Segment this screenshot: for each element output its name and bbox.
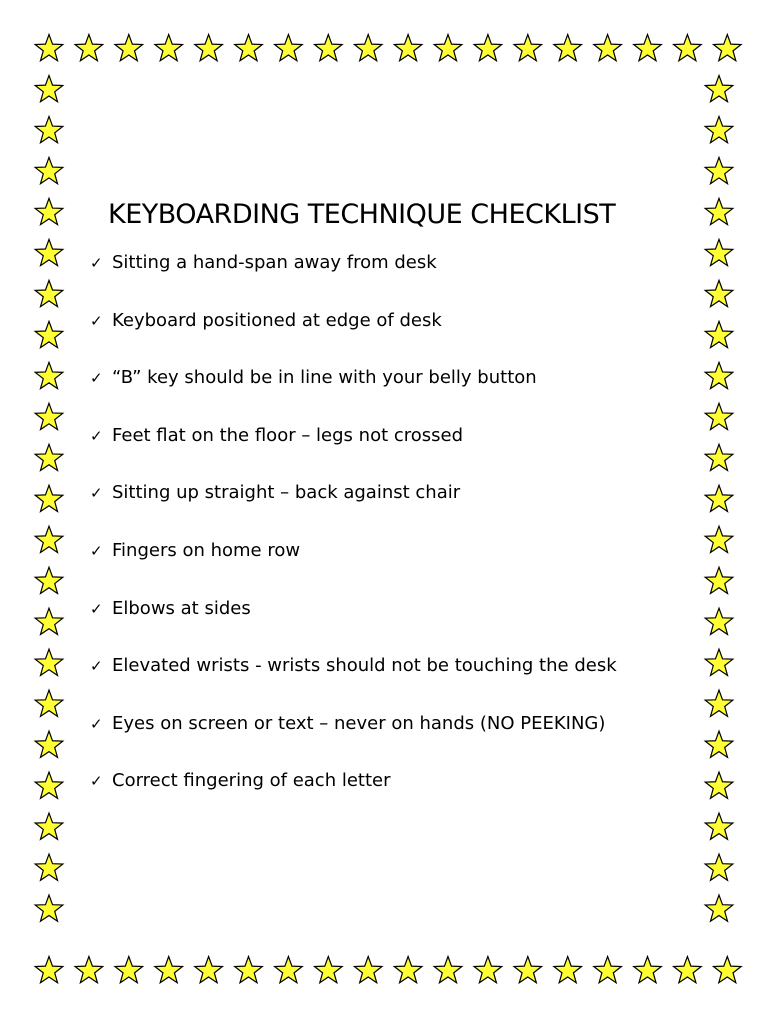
star-icon xyxy=(705,362,733,388)
star-icon xyxy=(35,75,63,101)
check-mark-icon: ✓ xyxy=(90,714,103,733)
star-icon xyxy=(35,813,63,839)
star-icon xyxy=(35,854,63,880)
star-icon xyxy=(195,35,223,61)
star-icon xyxy=(554,957,582,983)
checklist-item-text: Elevated wrists - wrists should not be touching the desk xyxy=(112,655,617,677)
star-icon xyxy=(235,35,263,61)
check-mark-icon: ✓ xyxy=(90,254,103,272)
checklist xyxy=(80,251,680,827)
star-icon xyxy=(315,35,343,61)
star-icon xyxy=(705,75,733,101)
star-icon xyxy=(35,567,63,593)
check-mark-icon: ✓ xyxy=(90,426,103,445)
star-icon xyxy=(35,116,63,142)
star-icon xyxy=(315,957,343,983)
star-icon xyxy=(705,895,733,921)
star-icon xyxy=(35,772,63,798)
star-icon xyxy=(705,444,733,470)
star-icon xyxy=(115,35,143,61)
checklist-item xyxy=(80,769,680,827)
star-icon xyxy=(35,280,63,306)
star-icon xyxy=(35,957,63,983)
star-icon xyxy=(705,280,733,306)
page-title: KEYBOARDING TECHNIQUE CHECKLIST xyxy=(108,199,616,230)
star-icon xyxy=(35,444,63,470)
checklist-item-text: Sitting up straight – back against chair xyxy=(112,482,461,504)
star-icon xyxy=(195,957,223,983)
star-icon xyxy=(705,731,733,757)
star-icon xyxy=(35,895,63,921)
star-icon xyxy=(35,239,63,265)
star-icon xyxy=(705,772,733,798)
checklist-item xyxy=(80,539,680,597)
star-icon xyxy=(394,35,422,61)
star-icon xyxy=(275,957,303,983)
star-icon xyxy=(35,690,63,716)
star-icon xyxy=(155,35,183,61)
star-icon xyxy=(705,239,733,265)
check-mark-icon: ✓ xyxy=(90,772,103,791)
star-icon xyxy=(705,649,733,675)
star-icon xyxy=(35,608,63,634)
star-icon xyxy=(35,362,63,388)
star-icon xyxy=(394,957,422,983)
star-icon xyxy=(714,35,742,61)
star-icon xyxy=(705,116,733,142)
check-mark-icon: ✓ xyxy=(90,599,103,618)
star-icon xyxy=(75,35,103,61)
checklist-item xyxy=(80,309,680,367)
star-icon xyxy=(354,35,382,61)
star-icon xyxy=(275,35,303,61)
star-icon xyxy=(35,731,63,757)
star-icon xyxy=(474,35,502,61)
checklist-item xyxy=(80,251,680,309)
checklist-item-text: “B” key should be in line with your belly button xyxy=(112,367,537,389)
star-icon xyxy=(634,35,662,61)
checklist-item xyxy=(80,424,680,482)
checklist-item xyxy=(80,366,680,424)
star-icon xyxy=(674,35,702,61)
star-icon xyxy=(35,157,63,183)
star-icon xyxy=(35,403,63,429)
checklist-item-text: Fingers on home row xyxy=(112,539,301,561)
star-icon xyxy=(705,157,733,183)
star-icon xyxy=(634,957,662,983)
check-mark-icon: ✓ xyxy=(90,369,103,388)
star-icon xyxy=(705,567,733,593)
checklist-content xyxy=(80,195,680,827)
star-icon xyxy=(434,957,462,983)
star-icon xyxy=(705,690,733,716)
star-icon xyxy=(705,526,733,552)
star-icon xyxy=(35,526,63,552)
star-icon xyxy=(714,957,742,983)
checklist-item-text: Elbows at sides xyxy=(112,597,251,619)
star-icon xyxy=(474,957,502,983)
checklist-item-text: Sitting a hand-span away from desk xyxy=(112,252,437,273)
star-icon xyxy=(35,198,63,224)
star-icon xyxy=(705,321,733,347)
star-icon xyxy=(705,198,733,224)
star-icon xyxy=(434,35,462,61)
checklist-item-text: Correct fingering of each letter xyxy=(112,770,391,792)
checklist-item-text: Feet flat on the floor – legs not crossed xyxy=(112,424,464,446)
star-icon xyxy=(235,957,263,983)
star-icon xyxy=(354,957,382,983)
star-icon xyxy=(594,35,622,61)
star-icon xyxy=(705,608,733,634)
check-mark-icon: ✓ xyxy=(90,311,103,330)
star-icon xyxy=(674,957,702,983)
star-icon xyxy=(75,957,103,983)
check-mark-icon: ✓ xyxy=(90,484,103,503)
star-icon xyxy=(35,649,63,675)
check-mark-icon: ✓ xyxy=(90,657,103,676)
star-icon xyxy=(705,813,733,839)
star-icon xyxy=(155,957,183,983)
checklist-item xyxy=(80,597,680,655)
star-icon xyxy=(514,35,542,61)
star-icon xyxy=(35,35,63,61)
star-icon xyxy=(35,321,63,347)
checklist-item xyxy=(80,481,680,539)
star-icon xyxy=(554,35,582,61)
star-icon xyxy=(514,957,542,983)
star-icon xyxy=(705,485,733,511)
star-icon xyxy=(705,403,733,429)
star-icon xyxy=(705,854,733,880)
checklist-item xyxy=(80,654,680,712)
checklist-item-text: Eyes on screen or text – never on hands (NO PEEKING) xyxy=(112,712,606,734)
check-mark-icon: ✓ xyxy=(90,541,103,560)
checklist-item xyxy=(80,712,680,770)
checklist-item-text: Keyboard positioned at edge of desk xyxy=(112,309,442,331)
star-icon xyxy=(594,957,622,983)
star-icon xyxy=(115,957,143,983)
star-icon xyxy=(35,485,63,511)
